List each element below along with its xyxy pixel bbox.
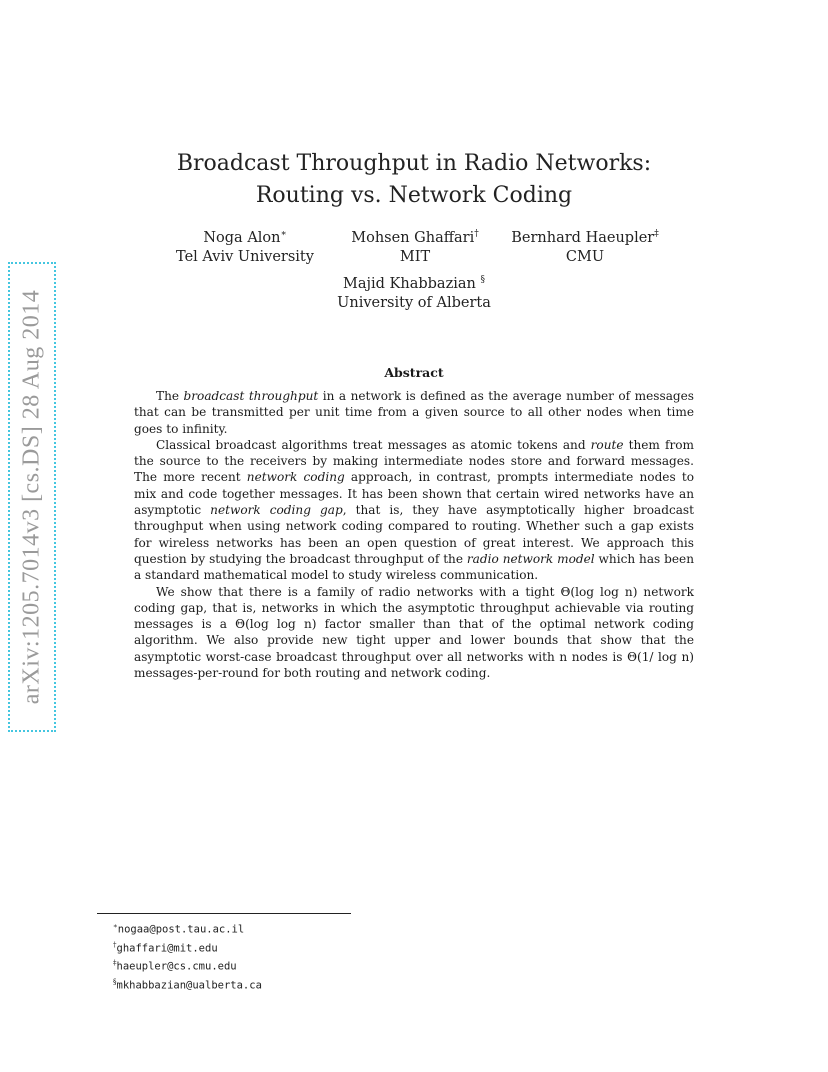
arxiv-identifier: arXiv:1205.7014v3 [cs.DS] 28 Aug 2014	[18, 289, 45, 705]
author-name: Mohsen Ghaffari†	[351, 229, 479, 246]
abstract-paragraph: Classical broadcast algorithms treat messages as atomic tokens and route them from the source to the receivers by making intermediate nodes store and forward messages. The more recent network coding approach, in contrast, prompts intermediate nodes to mix and code together messages. It has been shown that certain wired networks have an asymptotic network coding gap, that is, they have asymptotically higher broadcast throughput when using network coding compared to routing. Whether such a gap exists for wireless networks has been an open question of great interest. We approach this question by studying the broadcast throughput of the radio network model which has been a standard mathematical model to study wireless communication.	[134, 437, 695, 583]
footnote-email: §mkhabbazian@ualberta.ca	[113, 977, 262, 991]
author-affiliation: University of Alberta	[337, 295, 491, 311]
abstract-paragraph: The broadcast throughput in a network is defined as the average number of messages that can be transmitted per unit time from a given source to all other nodes when time goes to infinity.	[134, 389, 695, 436]
author-name: Majid Khabbazian §	[343, 275, 485, 292]
title-line-2: Routing vs. Network Coding	[255, 183, 573, 208]
author-block	[500, 229, 670, 267]
arxiv-stamp	[8, 262, 56, 732]
abstract-heading: Abstract	[384, 365, 444, 380]
footnote-email: ∗nogaa@post.tau.ac.il	[113, 922, 245, 936]
author-name: Bernhard Haeupler‡	[511, 229, 659, 246]
abstract-body	[134, 388, 694, 681]
author-affiliation: Tel Aviv University	[176, 249, 314, 265]
author-affiliation: CMU	[565, 249, 605, 265]
author-affiliation: MIT	[399, 249, 431, 265]
paper-title	[0, 148, 828, 212]
footnote-divider	[97, 913, 351, 914]
footnote-email: †ghaffari@mit.edu	[113, 940, 218, 954]
author-block	[160, 229, 330, 267]
abstract-paragraph: We show that there is a family of radio networks with a tight Θ(log log n) network coding gap, that is, networks in which the asymptotic throughput achievable via routing messages is a Θ(log log n) factor smaller than that of the optimal network coding algorithm. We also provide new tight upper and lower bounds that show that the asymptotic worst-case broadcast throughput over all networks with n nodes is Θ(1/ log n) messages-per-round for both routing and network coding.	[134, 584, 694, 681]
author-block	[324, 275, 504, 313]
author-name: Noga Alon∗	[203, 229, 287, 246]
footnotes	[113, 919, 262, 993]
title-line-1: Broadcast Throughput in Radio Networks:	[176, 151, 652, 176]
author-block	[335, 229, 495, 267]
footnote-email: ‡haeupler@cs.cmu.edu	[113, 959, 237, 973]
